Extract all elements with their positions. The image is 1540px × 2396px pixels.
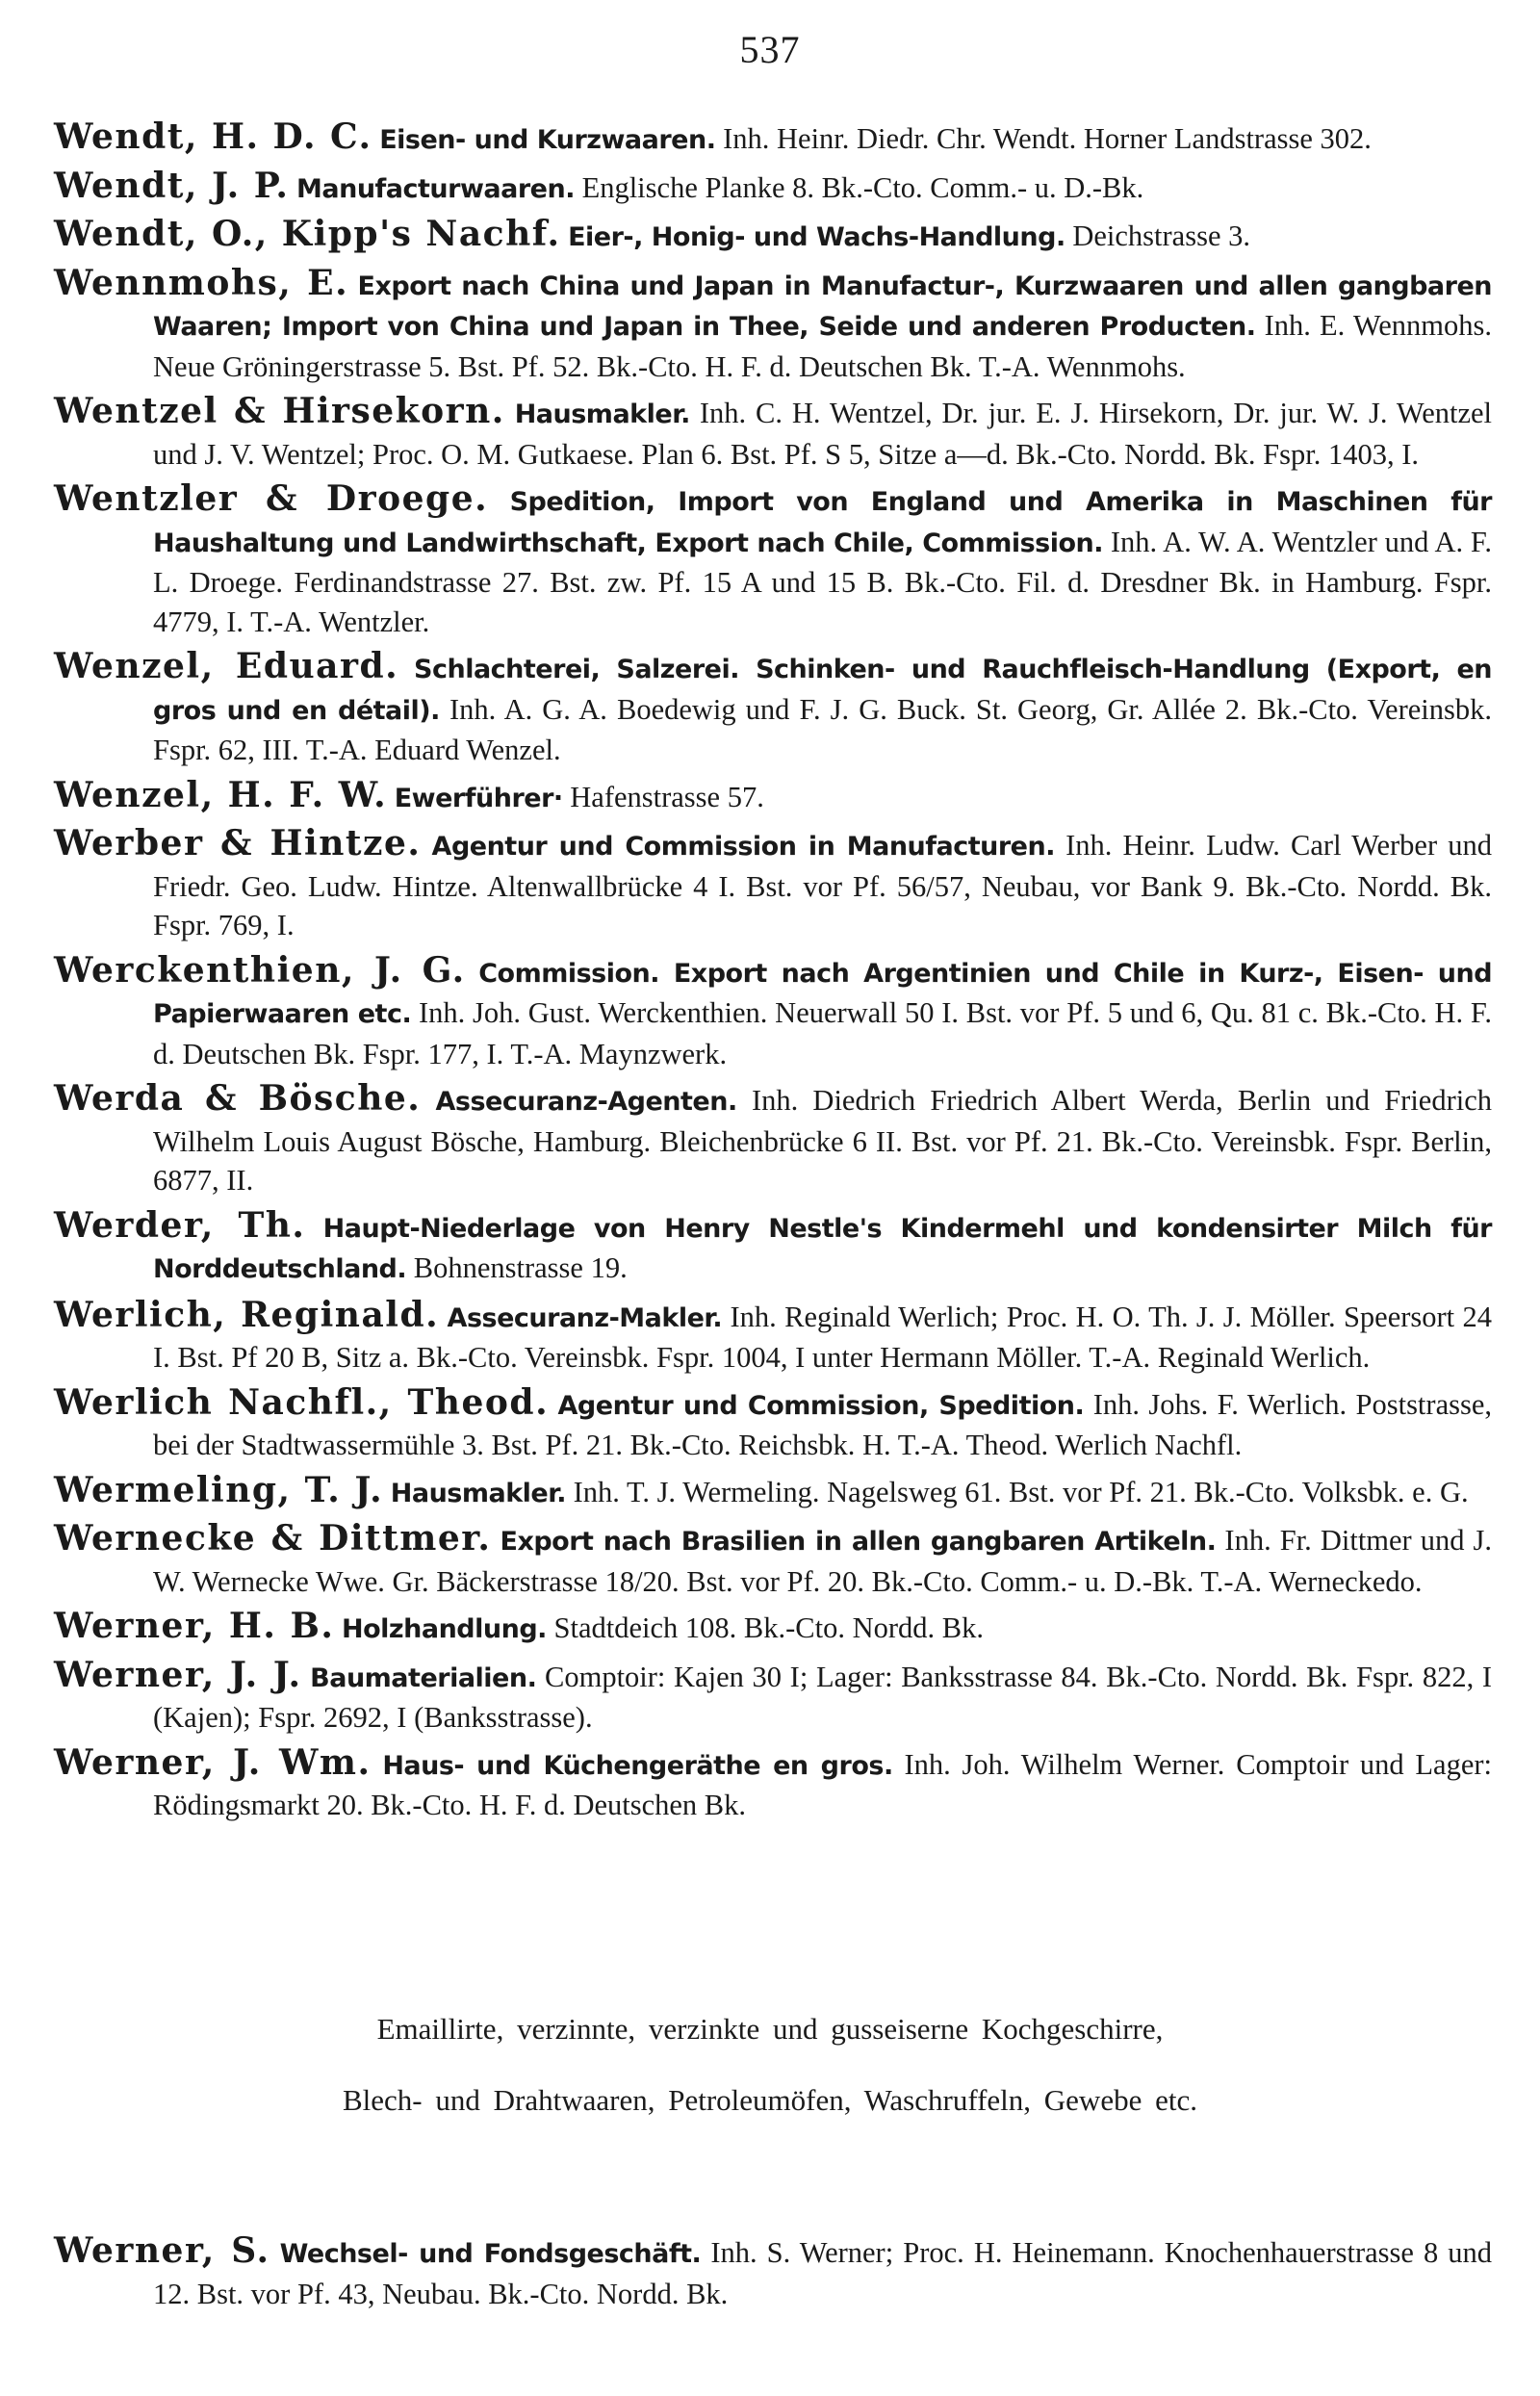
directory-entry-last xyxy=(54,2231,1492,2319)
entry-details: Inh. A. G. A. Boedewig und F. J. G. Buck. St. Georg, Gr. Allée 2. Bk.-Cto. Vereinsbk. Fspr. 62, III. T.-A. Eduard Wenzel. xyxy=(153,692,1493,766)
entry-business: Export nach China und Japan in Manufactur-, Kurzwaaren und allen gangbaren Waaren; Import von China und Japan in Thee, Seide und anderen Producten. xyxy=(153,271,1492,342)
directory-entry xyxy=(54,1519,1492,1601)
entry-business: Hausmakler. xyxy=(390,1478,566,1508)
entry-details: Inh. Heinr. Ludw. Carl Werber und Friedr. Geo. Ludw. Hintze. Altenwallbrücke 4 I. Bst. vor Pf. 56/57, Neubau, vor Bank 9. Bk.-Cto. Nordd. Bk. Fspr. 769, I. xyxy=(153,829,1493,941)
entry-details: Bohnenstrasse 19. xyxy=(413,1251,628,1284)
entry-details: Inh. Heinr. Diedr. Chr. Wendt. Horner Landstrasse 302. xyxy=(723,122,1372,155)
directory-entry xyxy=(54,392,1492,474)
entry-name: Werner, H. B. xyxy=(54,1606,335,1646)
entry-name: Wendt, H. D. C. xyxy=(54,116,372,157)
entry-name: Werlich Nachfl., Theod. xyxy=(54,1381,550,1423)
entry-details: Inh. A. W. A. Wentzler und A. F. L. Droege. Ferdinandstrasse 27. Bst. zw. Pf. 15 A und 15 B. Bk.-Cto. Fil. d. Dresdner Bk. in Hamburg. Fspr. 4779, I. T.-A. Wentzler. xyxy=(153,525,1493,638)
entry-details: Hafenstrasse 57. xyxy=(570,780,764,813)
entry-name: Wendt, O., Kipp's Nachf. xyxy=(54,214,561,254)
directory-entry xyxy=(54,1656,1492,1738)
entry-business: Hausmakler. xyxy=(514,399,690,429)
entry-business: Spedition, Import von England und Amerika in Maschinen für Haushaltung und Landwirthschaft, Export nach Chile, Commission. xyxy=(153,487,1492,558)
entry-name: Werner, S. xyxy=(54,2230,270,2271)
entry-details: Inh. Joh. Gust. Werckenthien. Neuerwall 50 I. Bst. vor Pf. 5 und 6, Qu. 81 c. Bk.-Cto. H. F. d. Deutschen Bk. Fspr. 177, I. T.-A. Maynzwerk. xyxy=(153,996,1492,1070)
directory-entry xyxy=(54,1383,1492,1465)
entry-details: Inh. Joh. Wilhelm Werner. Comptoir und Lager: Rödingsmarkt 20. Bk.-Cto. H. F. d. Deutschen Bk. xyxy=(153,1747,1493,1821)
entry-name: Werber & Hintze. xyxy=(54,823,422,863)
entry-name: Werlich, Reginald. xyxy=(54,1294,440,1335)
entry-name: Wenzel, H. F. W. xyxy=(54,774,388,815)
entry-business: Commission. Export nach Argentinien und Chile in Kurz-, Eisen- und Papierwaaren etc. xyxy=(153,958,1493,1029)
directory-entry xyxy=(54,1607,1492,1650)
entry-business: Baumaterialien. xyxy=(310,1662,537,1693)
entry-details: Inh. S. Werner; Proc. H. Heinemann. Knochenhauerstrasse 8 und 12. Bst. vor Pf. 43, Neubau. Bk.-Cto. Nordd. Bk. xyxy=(153,2236,1492,2310)
directory-entry xyxy=(54,1296,1492,1378)
entry-name: Werner, J. Wm. xyxy=(54,1741,372,1783)
entry-details: Inh. Diedrich Friedrich Albert Werda, Berlin und Friedrich Wilhelm Louis August Bösche, Hamburg. Bleichenbrücke 6 II. Bst. vor Pf. 21. Bk.-Cto. Vereinsbk. Fspr. Berlin, 6877, II. xyxy=(153,1084,1493,1197)
directory-entry xyxy=(54,479,1492,641)
directory-entry xyxy=(54,1743,1492,1825)
entry-details: Inh. E. Wennmohs. Neue Gröningerstrasse 5. Bst. Pf. 52. Bk.-Cto. H. F. d. Deutschen Bk. T.-A. Wennmohs. xyxy=(153,309,1493,383)
entry-name: Werda & Bösche. xyxy=(54,1078,422,1119)
entry-name: Wernecke & Dittmer. xyxy=(54,1518,492,1559)
entry-details: Deichstrasse 3. xyxy=(1072,219,1250,252)
entry-name: Wentzel & Hirsekorn. xyxy=(54,391,505,431)
entry-details: Inh. Fr. Dittmer und J. W. Wernecke Wwe. Gr. Bäckerstrasse 18/20. Bst. vor Pf. 20. Bk.-Cto. Comm.- u. D.-Bk. T.-A. Werneckedo. xyxy=(153,1524,1493,1598)
directory-entry xyxy=(54,264,1492,387)
entry-details: Inh. T. J. Wermeling. Nagelsweg 61. Bst. vor Pf. 21. Bk.-Cto. Volksbk. e. G. xyxy=(573,1475,1469,1508)
entry-name: Werder, Th. xyxy=(54,1204,306,1246)
entry-business: Export nach Brasilien in allen gangbaren Artikeln. xyxy=(500,1527,1217,1557)
entry-business: Assecuranz-Makler. xyxy=(447,1302,723,1333)
directory-entry xyxy=(54,215,1492,258)
directory-entries xyxy=(54,117,1492,1831)
entry-name: Wentzler & Droege. xyxy=(54,478,489,519)
advertisement-line-1: Emaillirte, verzinnte, verzinkte und gusseiserne Kochgeschirre, xyxy=(376,2012,1164,2046)
entry-name: Werner, J. J. xyxy=(54,1654,302,1695)
entry-business: Assecuranz-Agenten. xyxy=(435,1087,737,1117)
directory-entry xyxy=(54,167,1492,210)
entry-business: Manufacturwaaren. xyxy=(296,173,575,204)
entry-business: Schlachterei, Salzerei. Schinken- und Rauchfleisch-Handlung (Export, en gros und en détail). xyxy=(153,655,1492,726)
entry-details: Inh. C. H. Wentzel, Dr. jur. E. J. Hirsekorn, Dr. jur. W. J. Wentzel und J. V. Wentzel; Proc. O. M. Gutkaese. Plan 6. Bst. Pf. S 5, Sitze a—d. Bk.-Cto. Nordd. Bk. Fspr. 1403, I. xyxy=(153,397,1493,471)
page-number: 537 xyxy=(739,28,801,71)
entry-details: Englische Planke 8. Bk.-Cto. Comm.- u. D.-Bk. xyxy=(581,170,1144,204)
directory-entry xyxy=(54,1471,1492,1514)
entry-business: Holzhandlung. xyxy=(342,1614,547,1644)
directory-entry xyxy=(54,951,1492,1074)
entry-business: Wechsel- und Fondsgeschäft. xyxy=(279,2239,702,2269)
entry-details: Comptoir: Kajen 30 I; Lager: Banksstrasse 84. Bk.-Cto. Nordd. Bk. Fspr. 822, I (Kajen); Fspr. 2692, I (Banksstrasse). xyxy=(153,1660,1493,1734)
advertisement-line-2: Blech- und Drahtwaaren, Petroleumöfen, Waschruffeln, Gewebe etc. xyxy=(343,2083,1197,2117)
directory-entry xyxy=(54,647,1492,770)
entry-business: Ewerführer· xyxy=(394,783,563,813)
entry-name: Wendt, J. P. xyxy=(54,165,290,206)
directory-entry xyxy=(54,1079,1492,1200)
entry-details: Inh. Johs. F. Werlich. Poststrasse, bei der Stadtwassermühle 3. Bst. Pf. 21. Bk.-Cto. Reichsbk. H. T.-A. Theod. Werlich Nachfl. xyxy=(153,1387,1493,1461)
entry-business: Eier-, Honig- und Wachs-Handlung. xyxy=(568,222,1065,252)
entry-details: Stadtdeich 108. Bk.-Cto. Nordd. Bk. xyxy=(553,1611,985,1644)
entry-name: Werckenthien, J. G. xyxy=(54,949,466,991)
entry-business: Agentur und Commission, Spedition. xyxy=(557,1390,1085,1421)
directory-entry xyxy=(54,1206,1492,1290)
directory-entry xyxy=(54,824,1492,945)
entry-name: Wenzel, Eduard. xyxy=(54,646,399,686)
entry-details: Inh. Reginald Werlich; Proc. H. O. Th. J. J. Möller. Speersort 24 I. Bst. Pf 20 B, Sitz a. Bk.-Cto. Vereinsbk. Fspr. 1004, I unter Hermann Möller. T.-A. Reginald Werlich. xyxy=(153,1300,1493,1374)
entry-business: Eisen- und Kurzwaaren. xyxy=(379,125,716,155)
directory-entry xyxy=(54,117,1492,161)
directory-entry xyxy=(54,776,1492,819)
entry-name: Wermeling, T. J. xyxy=(54,1469,384,1510)
entry-business: Haupt-Niederlage von Henry Nestle's Kindermehl und kondensirter Milch für Norddeutschland. xyxy=(153,1213,1492,1284)
entry-business: Haus- und Küchengeräthe en gros. xyxy=(382,1750,893,1781)
entry-name: Wennmohs, E. xyxy=(54,262,349,303)
entry-business: Agentur und Commission in Manufacturen. xyxy=(431,832,1055,862)
